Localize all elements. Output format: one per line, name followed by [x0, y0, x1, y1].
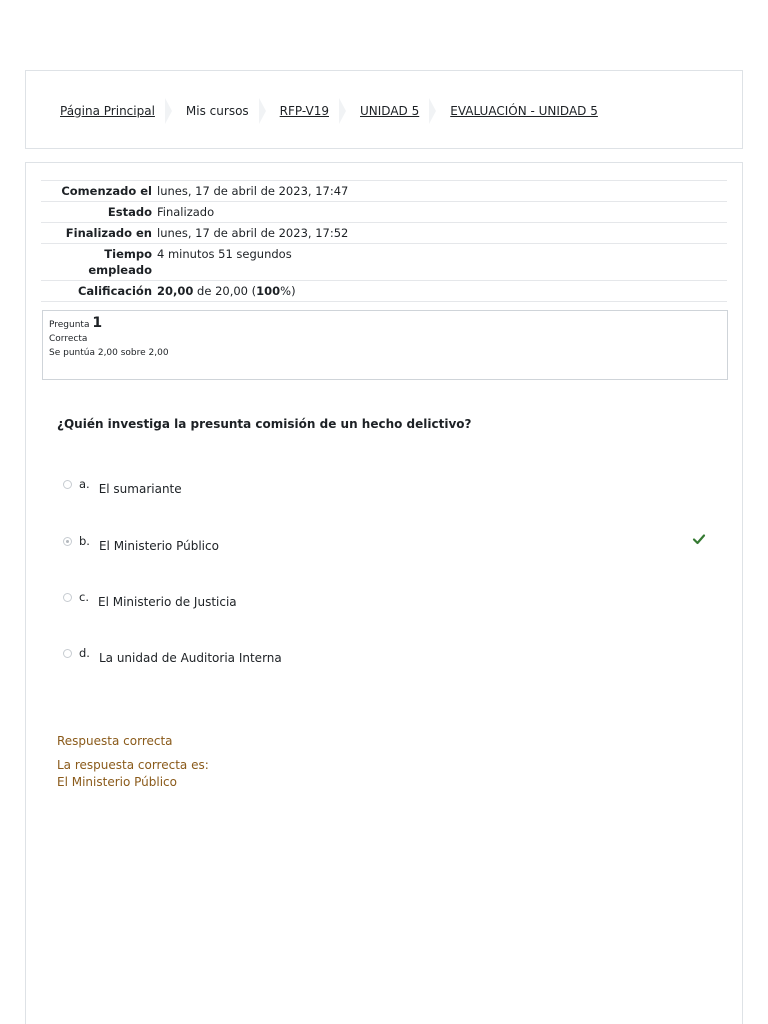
started-label: Comenzado el	[61, 184, 152, 198]
time-label	[41, 244, 157, 281]
grade-label: Calificación	[77, 284, 152, 298]
option-letter-b: b.	[79, 534, 90, 548]
answer-option-b[interactable]	[63, 534, 219, 553]
breadcrumb-separator-icon	[429, 98, 436, 124]
breadcrumb-item-my-courses[interactable]	[186, 98, 280, 124]
grade-percent: 100	[256, 284, 281, 298]
option-text-b: El Ministerio Público	[98, 539, 219, 553]
summary-row-started	[41, 181, 727, 202]
correct-answer-text: El Ministerio Público	[57, 775, 177, 789]
option-text-a: El sumariante	[98, 482, 182, 496]
correct-check-icon	[692, 532, 706, 546]
time-value: 4 minutos 51 segundos	[157, 247, 292, 261]
question-number	[49, 316, 721, 332]
state-label: Estado	[107, 205, 152, 219]
feedback-correct-answer	[57, 757, 209, 791]
option-letter-d: d.	[79, 646, 90, 660]
breadcrumb-item-home[interactable]	[60, 98, 186, 124]
breadcrumb	[60, 71, 598, 150]
option-letter-a: a.	[79, 477, 90, 491]
option-text-d: La unidad de Auditoria Interna	[98, 651, 282, 665]
summary-row-finished	[41, 223, 727, 244]
radio-button-d[interactable]	[63, 649, 72, 658]
breadcrumb-separator-icon	[259, 98, 266, 124]
radio-button-a[interactable]	[63, 480, 72, 489]
time-label-line1: Tiempo	[104, 247, 152, 261]
breadcrumb-item-evaluation[interactable]	[450, 104, 598, 118]
breadcrumb-link-course[interactable]: RFP-V19	[279, 103, 329, 118]
breadcrumb-link-evaluation[interactable]: EVALUACIÓN - UNIDAD 5	[450, 103, 598, 118]
breadcrumb-card	[25, 70, 743, 149]
breadcrumb-item-course[interactable]	[280, 98, 360, 124]
grade-mid: de 20,00 (	[193, 284, 257, 298]
correct-answer-intro: La respuesta correcta es:	[57, 758, 209, 772]
summary-row-time	[41, 244, 727, 281]
started-value: lunes, 17 de abril de 2023, 17:47	[157, 184, 349, 198]
question-number-value: 1	[92, 315, 103, 331]
breadcrumb-link-my-courses[interactable]: Mis cursos	[185, 103, 249, 118]
breadcrumb-link-unit[interactable]: UNIDAD 5	[360, 103, 420, 118]
radio-button-c[interactable]	[63, 593, 72, 602]
grade-score: 20,00	[157, 284, 194, 298]
option-letter-c: c.	[79, 590, 89, 604]
question-score: Se puntúa 2,00 sobre 2,00	[49, 348, 169, 358]
grade-end: %)	[280, 284, 296, 298]
feedback-result: Respuesta correcta	[57, 734, 173, 748]
breadcrumb-item-unit[interactable]	[360, 98, 450, 124]
question-text: ¿Quién investiga la presunta comisión de un hecho delictivo?	[57, 417, 472, 431]
question-status: Correcta	[49, 334, 88, 344]
radio-button-b[interactable]	[63, 537, 72, 546]
grade-value	[157, 281, 727, 302]
question-label: Pregunta	[49, 320, 90, 330]
quiz-review-card	[25, 162, 743, 1024]
summary-row-grade	[41, 281, 727, 302]
state-value: Finalizado	[157, 205, 215, 219]
answer-option-d[interactable]	[63, 646, 282, 665]
breadcrumb-separator-icon	[165, 98, 172, 124]
time-label-line2: empleado	[88, 263, 152, 277]
breadcrumb-separator-icon	[339, 98, 346, 124]
answer-option-c[interactable]	[63, 590, 237, 609]
breadcrumb-link-home[interactable]: Página Principal	[60, 103, 155, 118]
attempt-summary-table	[41, 180, 727, 302]
option-text-c: El Ministerio de Justicia	[97, 595, 237, 609]
question-info-box	[42, 310, 728, 380]
finished-label: Finalizado en	[65, 226, 152, 240]
answer-option-a[interactable]	[63, 477, 182, 496]
summary-row-state	[41, 202, 727, 223]
finished-value: lunes, 17 de abril de 2023, 17:52	[157, 226, 349, 240]
